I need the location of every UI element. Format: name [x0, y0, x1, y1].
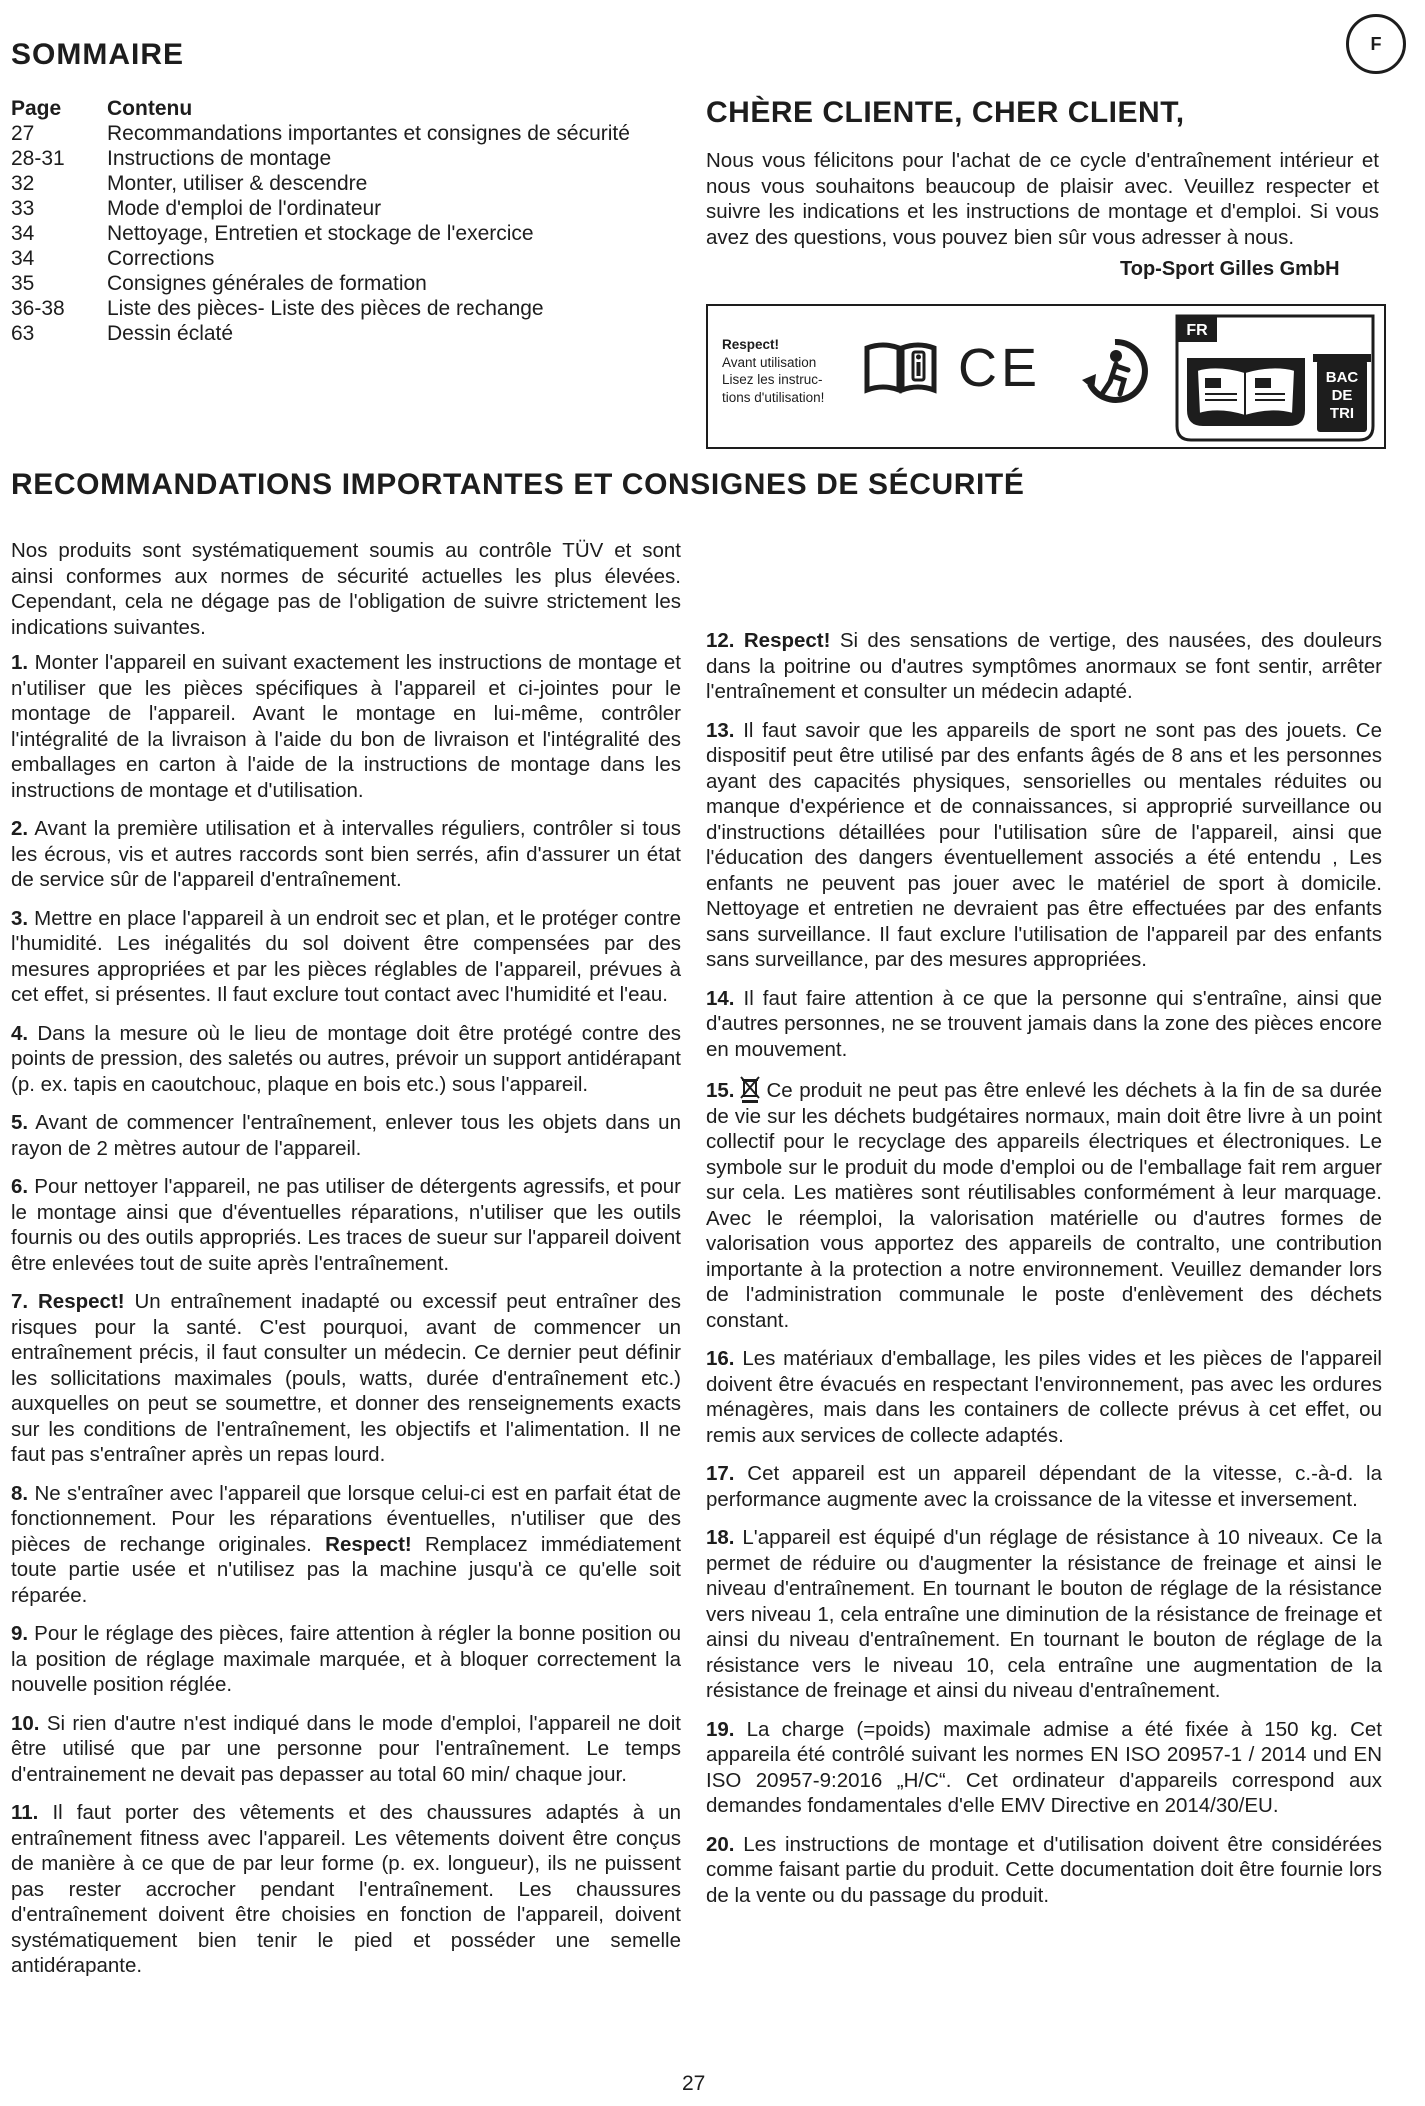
respect-line: tions d'utilisation!	[722, 389, 825, 405]
item-text: L'appareil est équipé d'un réglage de résistance à 10 niveaux. Ce la permet de réduire ou d'augmenter la résistance de freinage et ainsi le niveau d'entraînement. En tournant le bouton de réglage de la résistance vers niveau 1, cela entraîne une diminution de la résistance de freinage et ainsi du niveau d'entraînement. En tournant le bouton de réglage de la résistance vers le niveau 10, cela entraîne une augmentation de la résistance de freinage et ainsi du niveau d'entraînement.	[706, 1526, 1382, 1702]
item-number: 16.	[706, 1347, 735, 1370]
bac-label: DE	[1331, 387, 1353, 404]
toc-page: 35	[11, 272, 35, 295]
weee-bin-icon	[739, 1075, 761, 1103]
safety-item	[706, 1346, 1382, 1448]
section-title: RECOMMANDATIONS IMPORTANTES ET CONSIGNES DE SÉCURITÉ	[11, 468, 1025, 501]
toc-page: 32	[11, 172, 35, 195]
respect-title: Respect!	[722, 337, 780, 352]
toc-row	[11, 221, 701, 246]
item-text: Remplacez immédiatement toute partie usée et n'utilisez pas la machine jusqu'à ce qu'elle soit réparée.	[11, 1532, 682, 1607]
item-number: 4.	[11, 1021, 29, 1045]
page-title: SOMMAIRE	[11, 38, 184, 71]
safety-item	[706, 1461, 1382, 1512]
item-number: 15.	[706, 1079, 735, 1102]
respect-label: Respect!	[743, 629, 831, 652]
item-number: 6.	[11, 1175, 29, 1198]
toc-page: 63	[11, 322, 35, 345]
safety-item	[706, 1717, 1382, 1819]
safety-item	[11, 906, 681, 1008]
item-text: Avant la première utilisation et à intervalles réguliers, contrôler si tous les écrous, vis et autres raccords sont bien serrés, afin d'assurer un état de service sûr de l'appareil d'entraînement.	[11, 817, 681, 891]
item-text: Cet appareil est un appareil dépendant de la vitesse, c.-à-d. la performance augmente avec la croissance de la vitesse et inversement.	[706, 1462, 1382, 1511]
respect-label: Respect!	[325, 1532, 412, 1556]
bac-label: TRI	[1329, 405, 1355, 422]
item-number: 5.	[11, 1111, 29, 1134]
toc-page: 34	[11, 222, 35, 245]
item-number: 1.	[11, 651, 29, 674]
item-text: Pour le réglage des pièces, faire attention à régler la bonne position ou la position de réglage maximale marquée, et à bloquer correctement la nouvelle position réglée.	[11, 1622, 681, 1696]
item-text: Il faut faire attention à ce que la personne qui s'entraîne, ainsi que d'autres personnes, ne se trouvent jamais dans la zone des pièces encore en mouvement.	[706, 986, 1382, 1061]
page-number: 27	[682, 2072, 706, 2095]
item-text: Les instructions de montage et d'utilisation doivent être considérées comme faisant partie du produit. Cette documentation doit être fournie lors de la vente ou du passage du produit.	[706, 1832, 1382, 1907]
toc-page: 33	[11, 197, 35, 220]
safety-item	[11, 1110, 681, 1161]
toc-label: Liste des pièces- Liste des pièces de rechange	[107, 297, 544, 320]
toc-header	[11, 96, 701, 121]
toc-page: 27	[11, 122, 35, 145]
toc-label: Dessin éclaté	[107, 322, 234, 345]
toc-row	[11, 296, 701, 321]
safety-item	[11, 1174, 681, 1276]
logo-box	[706, 304, 1386, 449]
safety-item	[11, 1481, 681, 1609]
toc-label: Monter, utiliser & descendre	[107, 172, 368, 195]
item-number: 3.	[11, 906, 29, 930]
item-number: 8.	[11, 1481, 29, 1505]
safety-item	[706, 718, 1382, 973]
respect-line: Lisez les instruc-	[722, 372, 823, 387]
item-number: 13.	[706, 718, 735, 742]
toc-label: Instructions de montage	[107, 147, 332, 170]
safety-item	[706, 1525, 1382, 1704]
safety-item	[706, 986, 1382, 1063]
item-number: 14.	[706, 986, 735, 1010]
safety-item	[11, 1621, 681, 1698]
toc-row	[11, 271, 701, 296]
safety-item	[706, 1075, 1382, 1333]
language-badge: F	[1346, 14, 1406, 74]
bac-label: BAC	[1325, 369, 1359, 386]
item-text: Si rien d'autre n'est indiqué dans le mode d'emploi, l'appareil ne doit être utilisé que par une personne pour l'entraînement. Le temps d'entrainement ne devait pas depasser au total 60 min/ chaque jour.	[11, 1711, 681, 1786]
item-text: Ne s'entraîner avec l'appareil que lorsque celui-ci est en parfait état de fonctionnement. Pour les réparations éventuelles, n'utiliser que des pièces de rechange originales.	[11, 1481, 681, 1556]
toc-row	[11, 171, 701, 196]
item-number: 20.	[706, 1832, 735, 1856]
item-text: Pour nettoyer l'appareil, ne pas utiliser de détergents agressifs, et pour le montage ainsi que d'éventuelles réparations, n'utiliser que les outils fournis ou des outils appropriés. Les traces de sueur sur l'appareil doivent être enlevées tout de suite après l'entraînement.	[11, 1175, 681, 1275]
toc-label: Recommandations importantes et consignes de sécurité	[107, 122, 630, 145]
respect-line: Avant utilisation	[722, 354, 817, 370]
item-number: 2.	[11, 817, 29, 840]
safety-item	[11, 1289, 681, 1468]
item-number: 19.	[706, 1717, 735, 1741]
item-text: Dans la mesure où le lieu de montage doit être protégé contre des points de pression, des saletés ou autres, prévoir un support antidérapant (p. ex. tapis en caoutchouc, plaque en bois etc.) sous l'appareil.	[11, 1021, 681, 1096]
intro-paragraph: Nos produits sont systématiquement soumis au contrôle TÜV et sont ainsi conformes aux normes de sécurité actuelles les plus élevées. Cependant, cela ne dégage pas de l'obligation de suivre strictement les indications suivantes.	[11, 539, 681, 639]
item-number: 17.	[706, 1462, 735, 1485]
item-number: 10.	[11, 1711, 40, 1735]
ce-mark-icon: CE	[958, 338, 1042, 398]
toc-row	[11, 321, 701, 346]
safety-item	[11, 650, 681, 803]
book-info-icon	[863, 340, 938, 396]
item-text: Mettre en place l'appareil à un endroit sec et plan, et le protéger contre l'humidité. Les inégalités du sol doivent être compensées par des mesures appropriées et par les pièces réglables de l'appareil, prévues à cet effet, si présentes. Il faut exclure tout contact avec l'humidité et l'eau.	[11, 906, 681, 1006]
toc-page: 34	[11, 247, 35, 270]
toc-label: Mode d'emploi de l'ordinateur	[107, 197, 382, 220]
welcome-title: CHÈRE CLIENTE, CHER CLIENT,	[706, 96, 1185, 129]
toc-page: 28-31	[11, 147, 65, 170]
welcome-text: Nous vous félicitons pour l'achat de ce cycle d'entraînement intérieur et nous vous souhaitons beaucoup de plaisir avec. Veuillez respecter et suivre les indications et les instructions de montage et d'emploi. Si vous avez des questions, vous pouvez bien sûr vous adresser à nous.	[706, 149, 1379, 249]
item-text: Monter l'appareil en suivant exactement les instructions de montage et n'utiliser que les pièces spécifiques à l'appareil et ci-jointes pour le montage de l'appareil. Avant le montage en lui-même, contrôler l'intégralité de la livraison à l'aide du bon de livraison et l'intégralité des emballages en carton à l'aide de la instructions de montage dans les instructions de montage et d'utilisation.	[11, 651, 682, 802]
safety-item	[706, 628, 1382, 705]
fr-label: FR	[1186, 322, 1208, 339]
safety-item	[706, 1832, 1382, 1909]
item-text: Il faut savoir que les appareils de sport ne sont pas des jouets. Ce dispositif peut être utilisé par des enfants âgés de 8 ans et les personnes ayant des capacités physiques, sensorielles ou mentales réduites ou manque d'expérience et de connaissances, si approprié surveillance ou d'instructions détaillées pour l'utilisation sûre de l'appareil, ainsi que l'éducation des dangers éventuellement associés a été entendu , Les enfants ne peuvent pas jouer avec le matériel de sport à domicile. Nettoyage et entretien ne devraient pas être effectuées par des enfants sans surveillance. Il faut exclure l'utilisation de l'appareil par des enfants sans surveillance, par des mesures appropriées.	[706, 718, 1383, 971]
toc-page: 36-38	[11, 297, 65, 320]
item-text: La charge (=poids) maximale admise a été fixée à 150 kg. Cet appareila été contrôlé suivant les normes EN ISO 20957-1 / 2014 und EN ISO 20957-9:2016 „H/C“. Cet ordinateur d'appareils correspond aux demandes fondamentales d'elle EMV Directive en 2014/30/EU.	[706, 1717, 1383, 1817]
item-number: 9.	[11, 1622, 29, 1645]
toc-label: Consignes générales de formation	[107, 272, 427, 295]
item-text: Il faut porter des vêtements et des chaussures adaptés à un entraînement fitness avec l'appareil. Les vêtements doivent être conçus de manière à ce que de par leur forme (p. ex. longueur), ils ne puissent pas rester accrocher pendant l'entraînement. Les chaussures d'entraînement doivent être choisies en fonction de l'appareil, doivent systématiquement bien tenir le pied et posséder une semelle antidérapante.	[11, 1801, 681, 1977]
toc-col-page: Page	[11, 97, 62, 120]
item-number: 12.	[706, 629, 735, 652]
triman-icon	[1080, 336, 1150, 406]
toc-label: Corrections	[107, 247, 215, 270]
item-text: Si des sensations de vertige, des nausées, des douleurs dans la poitrine ou d'autres symptômes anormaux se font sentir, arrêter l'entraînement et consulter un médecin adapté.	[706, 629, 1383, 703]
text-column-left	[11, 538, 681, 1992]
safety-item	[11, 1711, 681, 1788]
safety-item	[11, 1021, 681, 1098]
toc-row	[11, 246, 701, 271]
recycling-info-icon	[1173, 314, 1377, 442]
toc-row	[11, 146, 701, 171]
item-text: Les matériaux d'emballage, les piles vides et les pièces de l'appareil doivent être évacués en respectant l'environnement, pas avec les ordures ménagères, mais dans les containers de collecte prévus à cet effet, ou remis aux services de collecte adaptés.	[706, 1347, 1382, 1447]
toc-row	[11, 196, 701, 221]
safety-item	[11, 816, 681, 893]
item-number: 11.	[11, 1801, 39, 1824]
item-number: 7.	[11, 1290, 29, 1313]
respect-notice	[722, 336, 824, 406]
item-text: Un entraînement inadapté ou excessif peut entraîner des risques pour la santé. C'est pourquoi, avant de commencer un entraînement précis, il faut consulter un médecin. Ce dernier peut définir les sollicitations maximales (pouls, watts, durée d'entraînement etc.) auxquelles on peut se soumettre, et donner des renseignements exacts sur les conditions de l'entraînement, les objectifs et l'alimentation. Il ne faut pas s'entraîner après un repas lourd.	[11, 1290, 682, 1466]
company-name: Top-Sport Gilles GmbH	[1120, 258, 1340, 280]
toc-col-content: Contenu	[107, 97, 193, 120]
table-of-contents	[11, 96, 701, 346]
item-number: 18.	[706, 1526, 735, 1549]
toc-row	[11, 121, 701, 146]
text-column-right	[706, 628, 1382, 1921]
respect-label: Respect!	[37, 1290, 125, 1313]
item-text: Ce produit ne peut pas être enlevé les déchets à la fin de sa durée de vie sur les déchets budgétaires normaux, main doit être livre à un point collectif pour le recyclage des appareils électriques et électroniques. Le symbole sur le produit du mode d'emploi ou de l'emballage fait rem arguer sur cela. Les matières sont réutilisables conformément à leur marquage. Avec le réemploi, la valorisation matérielle ou d'autres formes de valorisation vous apportez des appareils de contralto, une contribution importante à la protection a notre environnement. Veuillez demander lors de l'administration communale le poste d'enlèvement des déchets constant.	[706, 1079, 1382, 1332]
toc-label: Nettoyage, Entretien et stockage de l'exercice	[107, 222, 534, 245]
item-text: Avant de commencer l'entraînement, enlever tous les objets dans un rayon de 2 mètres autour de l'appareil.	[11, 1111, 681, 1160]
safety-item	[11, 1800, 681, 1979]
